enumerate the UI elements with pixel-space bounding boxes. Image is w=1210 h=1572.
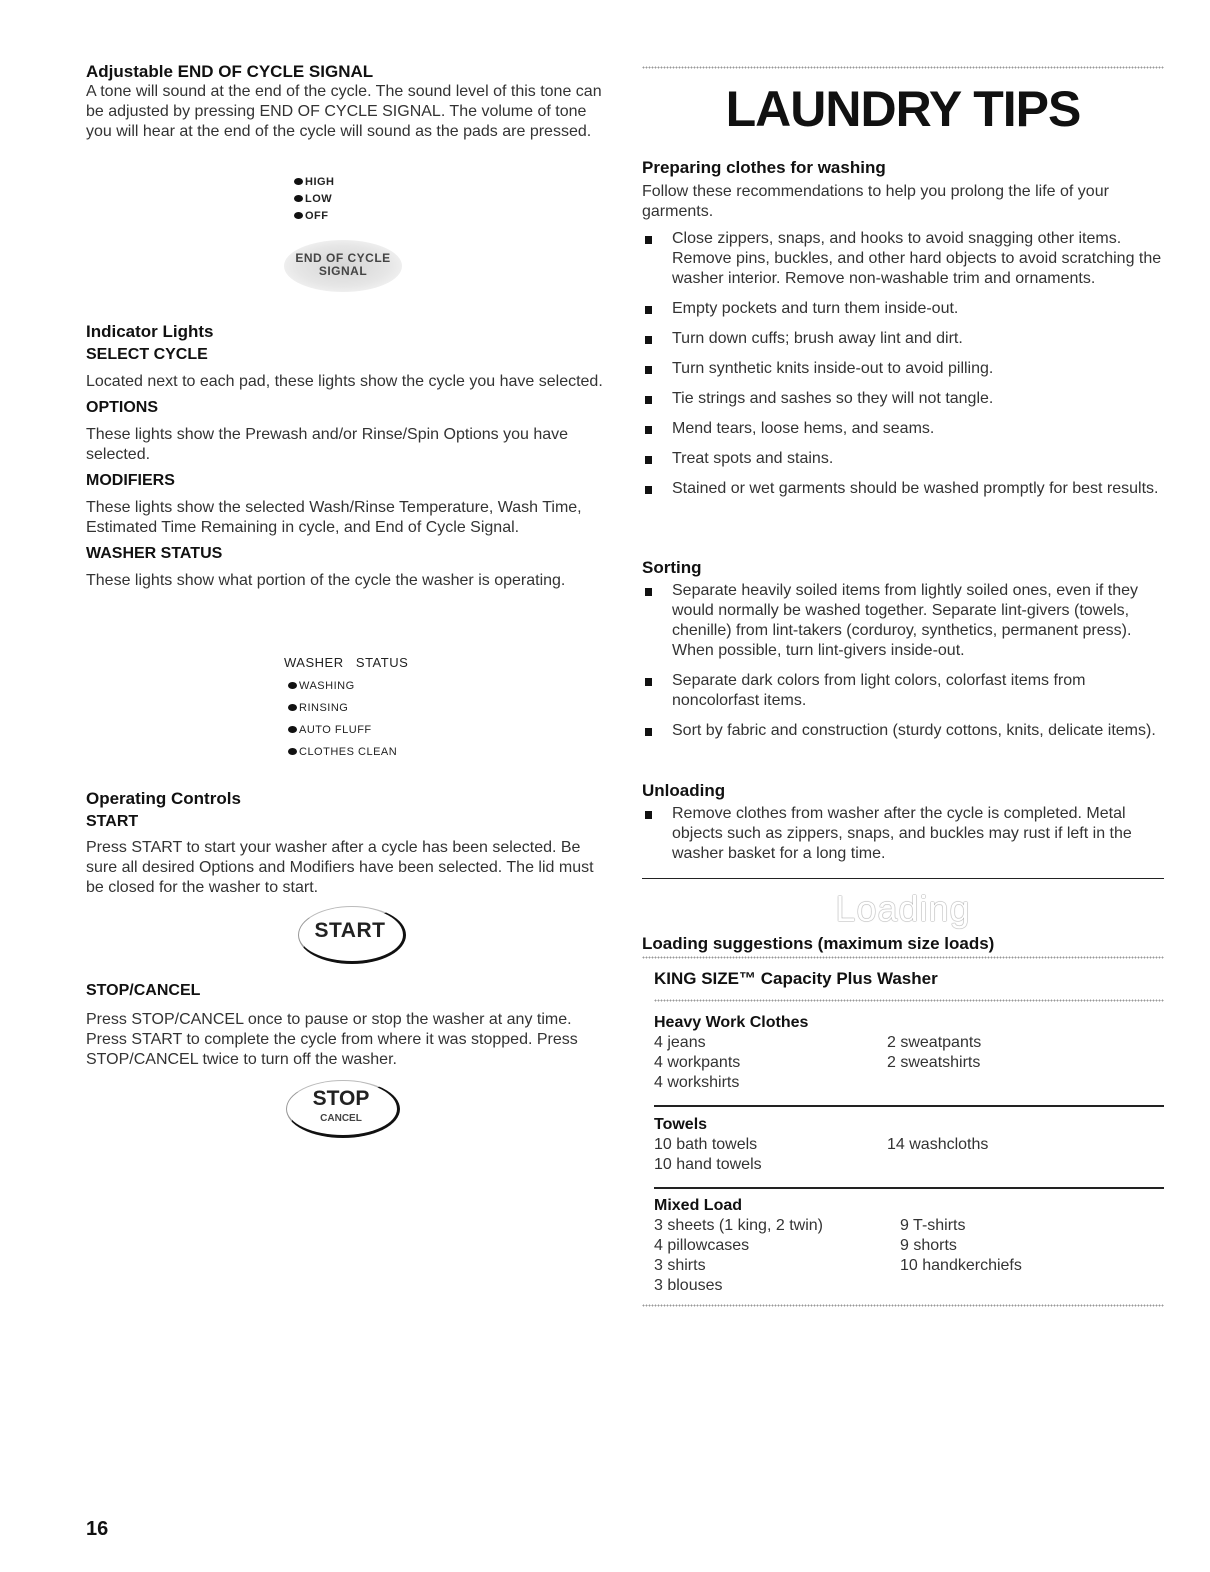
stop-cancel-title: STOP/CANCEL (86, 982, 201, 999)
indicator-dot-icon (288, 704, 297, 711)
end-of-cycle-body: A tone will sound at the end of the cycle. The sound level of this tone can be adjusted by pressing END OF CYCLE SIGNAL. The volume of tone you will hear at the end of the cycle will sound as the pads are pressed. (86, 83, 602, 140)
bottom-dotted-rule (642, 1304, 1164, 1307)
end-of-cycle-section (86, 62, 606, 142)
indicator-dot-icon (294, 212, 303, 219)
washer-status-panel-title: WASHER STATUS (284, 655, 409, 670)
indicator-dot-icon (288, 748, 297, 755)
loading-title: Loading (835, 888, 971, 929)
indicator-lights-heading: Indicator Lights (86, 322, 214, 341)
dotted-rule (642, 956, 1164, 959)
preparing-list (642, 229, 1164, 499)
indicator-lights-section (86, 322, 606, 591)
sorting-list (642, 581, 1164, 741)
level-high: HIGH (294, 174, 335, 191)
preparing-intro: Follow these recommendations to help you prolong the life of your garments. (642, 183, 1109, 220)
load-item: 2 sweatpants (887, 1034, 982, 1051)
load-item: 10 bath towels (654, 1136, 758, 1153)
modifiers-title: MODIFIERS (86, 472, 175, 489)
select-cycle-title: SELECT CYCLE (86, 346, 208, 363)
options-body: These lights show the Prewash and/or Rinse/Spin Options you have selected. (86, 426, 569, 463)
load-item: 4 pillowcases (654, 1237, 750, 1254)
washer-status-title: WASHER STATUS (86, 545, 223, 562)
stop-pad-label: STOP (312, 1087, 370, 1110)
end-of-cycle-heading: Adjustable END OF CYCLE SIGNAL (86, 62, 374, 81)
list-item: Separate dark colors from light colors, colorfast items from noncolorfast items. (642, 671, 1164, 711)
divider (654, 1105, 1164, 1107)
load-item: 3 blouses (654, 1277, 723, 1294)
list-item: Stained or wet garments should be washed promptly for best results. (642, 479, 1164, 499)
start-pad[interactable] (298, 906, 406, 964)
options-title: OPTIONS (86, 399, 159, 416)
status-auto-fluff: AUTO FLUFF (288, 719, 408, 741)
cancel-pad-label: CANCEL (320, 1113, 362, 1124)
stop-cancel-section (86, 981, 606, 1070)
sorting-section (642, 558, 1164, 741)
end-of-cycle-signal-pad[interactable] (284, 240, 402, 292)
pad-label-line2: SIGNAL (318, 264, 368, 278)
loading-suggestions-heading: Loading suggestions (maximum size loads) (642, 934, 995, 953)
load-group-towels (654, 1115, 1164, 1175)
dotted-rule (654, 999, 1164, 1002)
level-off: OFF (294, 208, 335, 225)
indicator-dot-icon (294, 178, 303, 185)
sorting-heading: Sorting (642, 558, 702, 577)
top-dotted-rule (642, 66, 1164, 69)
unloading-section (642, 781, 1164, 864)
washer-heading: KING SIZE™ Capacity Plus Washer (654, 969, 938, 988)
load-table (654, 1135, 988, 1175)
washer-status-panel (284, 655, 408, 763)
load-table (654, 1033, 981, 1093)
signal-level-indicators (294, 174, 335, 225)
page-number: 16 (86, 1518, 109, 1540)
load-item: 2 sweatshirts (887, 1054, 981, 1071)
load-item: 10 hand towels (654, 1156, 762, 1173)
page-title: LAUNDRY TIPS (725, 81, 1081, 137)
load-group-title: Heavy Work Clothes (654, 1014, 809, 1031)
load-item: 4 workshirts (654, 1074, 740, 1091)
load-item: 3 shirts (654, 1257, 706, 1274)
unloading-list (642, 804, 1164, 864)
list-item: Treat spots and stains. (642, 449, 1164, 469)
load-item: 10 handkerchiefs (900, 1257, 1022, 1274)
load-group-heavy-work (654, 1013, 1164, 1093)
stop-cancel-pad[interactable] (286, 1080, 400, 1138)
stop-cancel-body: Press STOP/CANCEL once to pause or stop the washer at any time. Press START to complete the cycle from where it was stopped. Press STOP/CANCEL twice to turn off the washer. (86, 1011, 578, 1068)
load-item: 9 shorts (900, 1237, 957, 1254)
list-item: Close zippers, snaps, and hooks to avoid snagging other items. Remove pins, buckles, and other hard objects to avoid scratching the washer interior. Remove non-washable trim and ornaments. (642, 229, 1164, 289)
list-item: Sort by fabric and construction (sturdy cottons, knits, delicate items). (642, 721, 1164, 741)
load-item: 4 workpants (654, 1054, 741, 1071)
washer-status-body: These lights show what portion of the cycle the washer is operating. (86, 572, 566, 589)
load-item: 9 T-shirts (900, 1217, 966, 1234)
list-item: Remove clothes from washer after the cycle is completed. Metal objects such as zippers, snaps, and buckles may rust if left in the washer basket for a long time. (642, 804, 1164, 864)
load-group-title: Mixed Load (654, 1197, 743, 1214)
start-pad-label: START (314, 919, 386, 942)
load-item: 14 washcloths (887, 1136, 989, 1153)
divider (654, 1187, 1164, 1189)
load-table (654, 1216, 1022, 1296)
list-item: Turn down cuffs; brush away lint and dirt. (642, 329, 1164, 349)
status-rinsing: RINSING (288, 697, 408, 719)
list-item: Turn synthetic knits inside-out to avoid pilling. (642, 359, 1164, 379)
start-body: Press START to start your washer after a cycle has been selected. Be sure all desired Options and Modifiers have been selected. The lid must be closed for the washer to start. (86, 839, 594, 896)
load-item: 4 jeans (654, 1034, 706, 1051)
list-item: Separate heavily soiled items from lightly soiled ones, even if they would normally be washed together. Separate lint-givers (towels, chenille) from lint-takers (corduroy, synthetics, permanent press). When possible, turn lint-givers inside-out. (642, 581, 1164, 661)
indicator-dot-icon (288, 726, 297, 733)
unloading-heading: Unloading (642, 781, 726, 800)
list-item: Mend tears, loose hems, and seams. (642, 419, 1164, 439)
operating-controls-heading: Operating Controls (86, 789, 241, 808)
status-washing: WASHING (288, 675, 408, 697)
list-item: Tie strings and sashes so they will not tangle. (642, 389, 1164, 409)
start-title: START (86, 813, 139, 830)
indicator-dot-icon (288, 682, 297, 689)
level-low: LOW (294, 191, 335, 208)
operating-controls-section (86, 789, 606, 898)
modifiers-body: These lights show the selected Wash/Rinse Temperature, Wash Time, Estimated Time Remaining in cycle, and End of Cycle Signal. (86, 499, 582, 536)
select-cycle-body: Located next to each pad, these lights show the cycle you have selected. (86, 373, 603, 390)
divider (642, 878, 1164, 879)
load-group-mixed (654, 1196, 1164, 1296)
list-item: Empty pockets and turn them inside-out. (642, 299, 1164, 319)
load-item: 3 sheets (1 king, 2 twin) (654, 1217, 823, 1234)
status-clothes-clean: CLOTHES CLEAN (288, 741, 408, 763)
indicator-dot-icon (294, 195, 303, 202)
preparing-heading: Preparing clothes for washing (642, 158, 886, 177)
preparing-section (642, 158, 1164, 499)
load-group-title: Towels (654, 1116, 708, 1133)
pad-label-line1: END OF CYCLE (295, 251, 391, 265)
